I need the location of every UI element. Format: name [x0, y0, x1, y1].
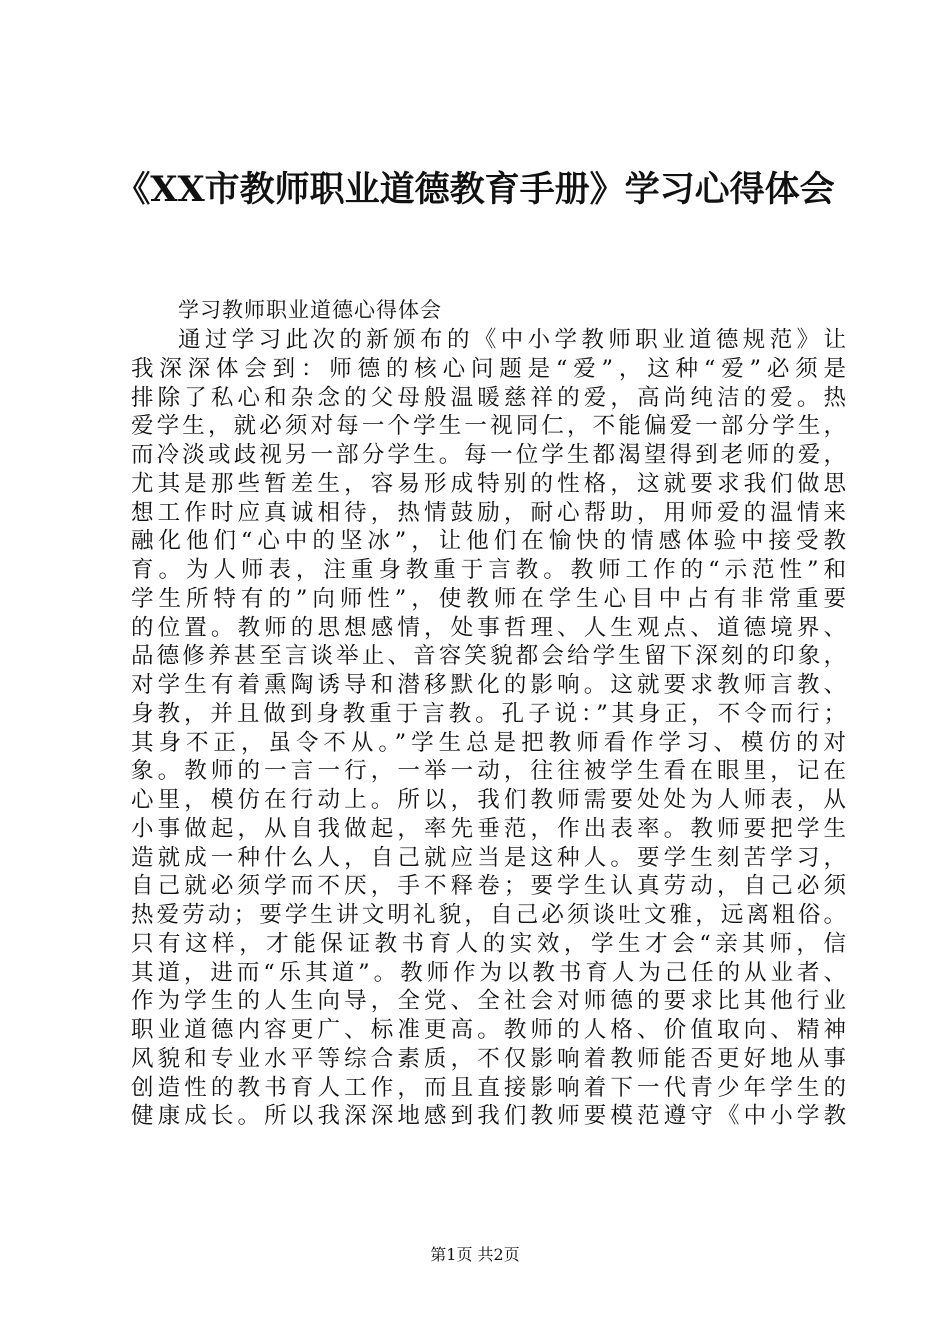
body-paragraph [131, 326, 846, 1131]
body-line: 融化他们“心中的坚冰”，让他们在愉快的情感体验中接受教 [131, 528, 846, 555]
body-line: 健康成长。所以我深深地感到我们教师要模范遵守《中小学教 [131, 1103, 846, 1130]
body-line: 造就成一种什么人，自己就应当是这种人。要学生刻苦学习， [131, 844, 846, 871]
body-line: 其道，进而“乐其道”。教师作为以教书育人为己任的从业者、 [131, 959, 846, 986]
body-line: 的位置。教师的思想感情，处事哲理、人生观点、道德境界、 [131, 614, 846, 641]
body-line: 想工作时应真诚相待，热情鼓励，耐心帮助，用师爱的温情来 [131, 499, 846, 526]
body-line: 品德修养甚至言谈举止、音容笑貌都会给学生留下深刻的印象， [131, 643, 846, 670]
body-line: 其身不正，虽令不从。”学生总是把教师看作学习、模仿的对 [131, 729, 846, 756]
body-line: 只有这样，才能保证教书育人的实效，学生才会“亲其师，信 [131, 930, 846, 957]
body-line: 学生所特有的”向师性”，使教师在学生心目中占有非常重要 [131, 585, 846, 612]
document-subtitle: 学习教师职业道德心得体会 [178, 298, 442, 322]
body-line: 对学生有着熏陶诱导和潜移默化的影响。这就要求教师言教、 [131, 672, 846, 698]
body-line: 小事做起，从自我做起，率先垂范，作出表率。教师要把学生 [131, 815, 846, 842]
body-line: 热爱劳动；要学生讲文明礼貌，自己必须谈吐文雅，远离粗俗。 [131, 902, 846, 928]
body-line: 排除了私心和杂念的父母般温暖慈祥的爱，高尚纯洁的爱。热 [131, 384, 846, 411]
body-line: 我深深体会到：师德的核心问题是“爱”，这种“爱”必须是 [131, 355, 846, 382]
body-line: 而冷淡或歧视另一部分学生。每一位学生都渴望得到老师的爱， [131, 442, 846, 468]
body-line: 育。为人师表，注重身教重于言教。教师工作的“示范性”和 [131, 557, 846, 583]
body-line: 作为学生的人生向导，全党、全社会对师德的要求比其他行业 [131, 988, 846, 1015]
body-line: 心里，模仿在行动上。所以，我们教师需要处处为人师表，从 [131, 787, 846, 813]
body-line: 创造性的教书育人工作，而且直接影响着下一代青少年学生的 [131, 1074, 846, 1101]
body-line: 象。教师的一言一行，一举一动，往往被学生看在眼里，记在 [131, 758, 846, 785]
body-line: 爱学生，就必须对每一个学生一视同仁，不能偏爱一部分学生， [131, 413, 846, 440]
body-line: 身教，并且做到身教重于言教。孔子说：”其身正，不令而行； [131, 700, 846, 727]
page-footer: 第1页 共2页 [430, 1245, 520, 1264]
body-line: 尤其是那些暂差生，容易形成特别的性格，这就要求我们做思 [131, 470, 846, 497]
body-line: 自己就必须学而不厌，手不释卷；要学生认真劳动，自己必须 [131, 873, 846, 900]
document-title: 《XX市教师职业道德教育手册》学习心得体会 [115, 169, 835, 210]
body-line: 风貌和专业水平等综合素质，不仅影响着教师能否更好地从事 [131, 1045, 846, 1072]
body-line: 通过学习此次的新颁布的《中小学教师职业道德规范》让 [178, 327, 846, 353]
body-line: 职业道德内容更广、标准更高。教师的人格、价值取向、精神 [131, 1017, 846, 1043]
